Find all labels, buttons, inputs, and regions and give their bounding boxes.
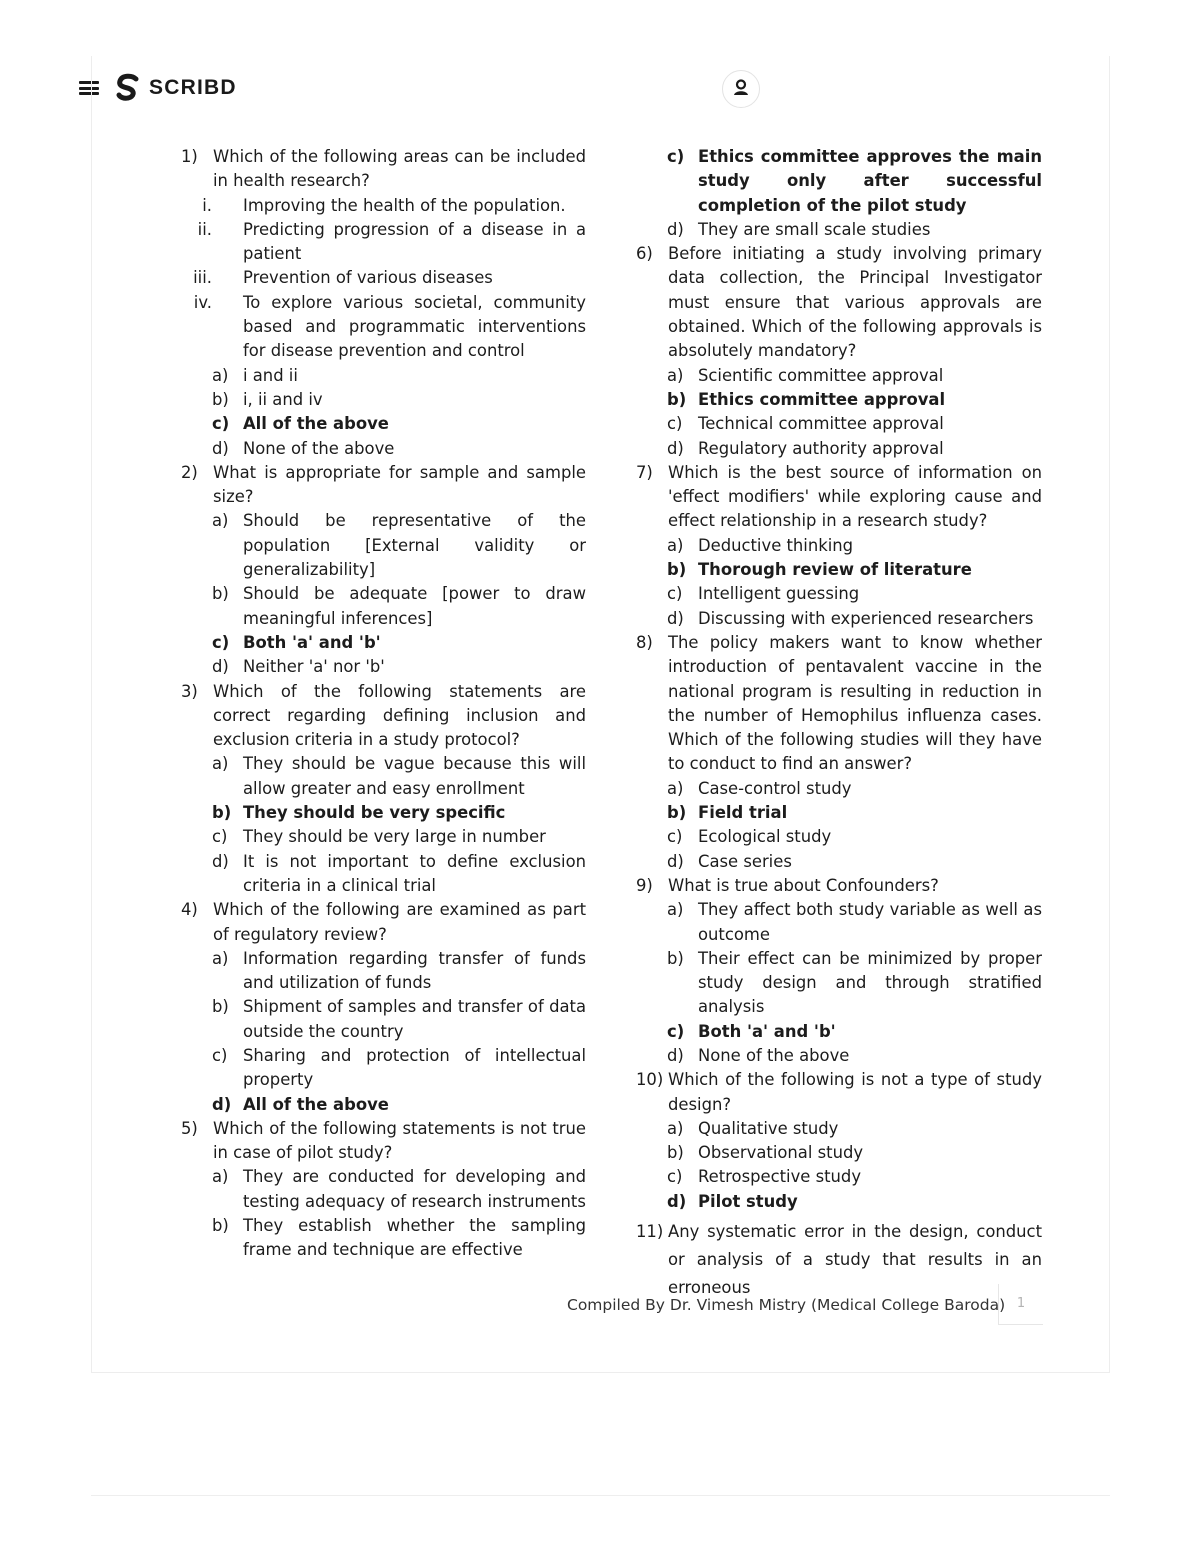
question-text: Which of the following is not a type of study design?	[668, 1070, 1042, 1114]
question-text: Before initiating a study involving primary data collection, the Principal Investigator must ensure that various approvals are obtained. Which of the following approvals is absolutely mandatory?	[668, 244, 1042, 361]
question-3: 3) Which of the following statements are correct regarding defining inclusion and exclusion criteria in a study protocol?	[181, 681, 586, 750]
question-text: Which is the best source of information on 'effect modifiers' while exploring cause and effect relationship in a research study?	[668, 462, 1042, 531]
option: d) It is not important to define exclusion criteria in a clinical trial	[212, 851, 586, 895]
question-8: 8) The policy makers want to know whether introduction of pentavalent vaccine in the national program is resulting in reduction in the number of Hemophilus influenza cases. Which of the following studies will they have to conduct to find an answer?	[636, 632, 1042, 774]
option: c) They should be very large in number	[212, 827, 546, 847]
option: a) Scientific committee approval	[667, 365, 944, 385]
question-9: 9) What is true about Confounders?	[636, 875, 939, 895]
option: c) Sharing and protection of intellectual property	[212, 1045, 586, 1090]
option: d) Discussing with experienced researchers	[667, 608, 1034, 628]
question-text: What is true about Confounders?	[668, 875, 939, 895]
list-item: ii. Predicting progression of a disease in a patient	[197, 219, 586, 264]
option: d) None of the above	[667, 1045, 850, 1065]
question-text: Which of the following areas can be included in health research?	[213, 147, 586, 191]
correct-option: d) All of the above	[212, 1094, 389, 1114]
correct-option: c) Ethics committee approves the main study only after successful completion of the pilot study	[667, 147, 1042, 215]
right-column	[636, 145, 1042, 1302]
option: a) Should be representative of the population [External validity or generalizability]	[212, 511, 586, 580]
option: a) Information regarding transfer of funds and utilization of funds	[212, 948, 586, 993]
option: b) They establish whether the sampling frame and technique are effective	[212, 1216, 586, 1260]
option: c) Retrospective study	[667, 1167, 862, 1187]
question-text: Which of the following statements are correct regarding defining inclusion and exclusion criteria in a study protocol?	[213, 681, 586, 750]
option: a) i and ii	[212, 365, 298, 385]
page-number-box	[998, 1284, 1043, 1325]
question-6: 6) Before initiating a study involving primary data collection, the Principal Investigator must ensure that various approvals are obtained. Which of the following approvals is absolutely mandatory?	[636, 244, 1042, 361]
option: a) Case-control study	[667, 778, 852, 798]
option: b) Shipment of samples and transfer of data outside the country	[212, 997, 586, 1041]
option: a) They are conducted for developing and testing adequacy of research instruments	[212, 1167, 586, 1211]
question-11: 11) Any systematic error in the design, conduct or analysis of a study that results in an erroneous	[636, 1222, 1042, 1298]
option: a) Deductive thinking	[667, 535, 854, 555]
option: b) Their effect can be minimized by proper study design and through stratified analysis	[667, 948, 1042, 1017]
correct-option: c) Both 'a' and 'b'	[667, 1021, 836, 1041]
option: c) Ecological study	[667, 827, 832, 847]
correct-option: b) Field trial	[667, 803, 788, 823]
correct-option: b) They should be very specific	[212, 803, 506, 823]
page-number: 1	[1016, 1296, 1026, 1311]
question-7: 7) Which is the best source of information on 'effect modifiers' while exploring cause and effect relationship in a research study?	[636, 462, 1042, 531]
question-2: 2) What is appropriate for sample and sample size?	[181, 462, 586, 507]
option: b) Observational study	[667, 1143, 864, 1163]
option: b) Should be adequate [power to draw meaningful inferences]	[212, 584, 586, 628]
question-5: 5) Which of the following statements is not true in case of pilot study?	[181, 1118, 586, 1163]
option: d) Case series	[667, 851, 792, 871]
list-item: i. Improving the health of the population.	[202, 195, 566, 215]
page-footer: Compiled By Dr. Vimesh Mistry (Medical College Baroda)	[567, 1296, 1006, 1314]
list-item: iii. Prevention of various diseases	[193, 268, 493, 288]
question-text: Any systematic error in the design, conduct or analysis of a study that results in an erroneous	[668, 1222, 1042, 1298]
question-text: Which of the following statements is not true in case of pilot study?	[213, 1118, 586, 1163]
option: a) They should be vague because this will allow greater and easy enrollment	[212, 754, 586, 798]
list-item: iv. To explore various societal, community based and programmatic interventions for disease prevention and control	[193, 292, 586, 361]
correct-option: c) Both 'a' and 'b'	[212, 632, 381, 652]
question-text: What is appropriate for sample and sample size?	[213, 462, 586, 507]
option: c) Technical committee approval	[667, 414, 944, 434]
correct-option: c) All of the above	[212, 414, 389, 434]
scribd-logo-text[interactable]: SCRIBD	[149, 76, 237, 99]
option: b) i, ii and iv	[212, 389, 323, 409]
option: d) None of the above	[212, 438, 395, 458]
correct-option: b) Thorough review of literature	[667, 560, 972, 580]
option: d) Regulatory authority approval	[667, 438, 944, 458]
divider	[91, 1495, 1110, 1496]
question-4: 4) Which of the following are examined as part of regulatory review?	[181, 900, 586, 944]
correct-option: d) Pilot study	[667, 1191, 798, 1211]
question-number: 1)	[181, 147, 198, 166]
question-text: Which of the following are examined as part of regulatory review?	[213, 900, 586, 944]
option: a) Qualitative study	[667, 1118, 839, 1138]
question-10: 10) Which of the following is not a type of study design?	[636, 1070, 1042, 1114]
option: d) They are small scale studies	[667, 219, 931, 239]
left-column	[181, 145, 586, 1263]
option: d) Neither 'a' nor 'b'	[212, 657, 385, 677]
question-1	[181, 145, 586, 194]
option: c) Intelligent guessing	[667, 584, 860, 604]
question-text: The policy makers want to know whether introduction of pentavalent vaccine in the national program is resulting in reduction in the number of Hemophilus influenza cases. Which of the following studies will they have to conduct to find an answer?	[668, 632, 1042, 774]
option: a) They affect both study variable as well as outcome	[667, 900, 1042, 944]
correct-option: b) Ethics committee approval	[667, 389, 946, 409]
